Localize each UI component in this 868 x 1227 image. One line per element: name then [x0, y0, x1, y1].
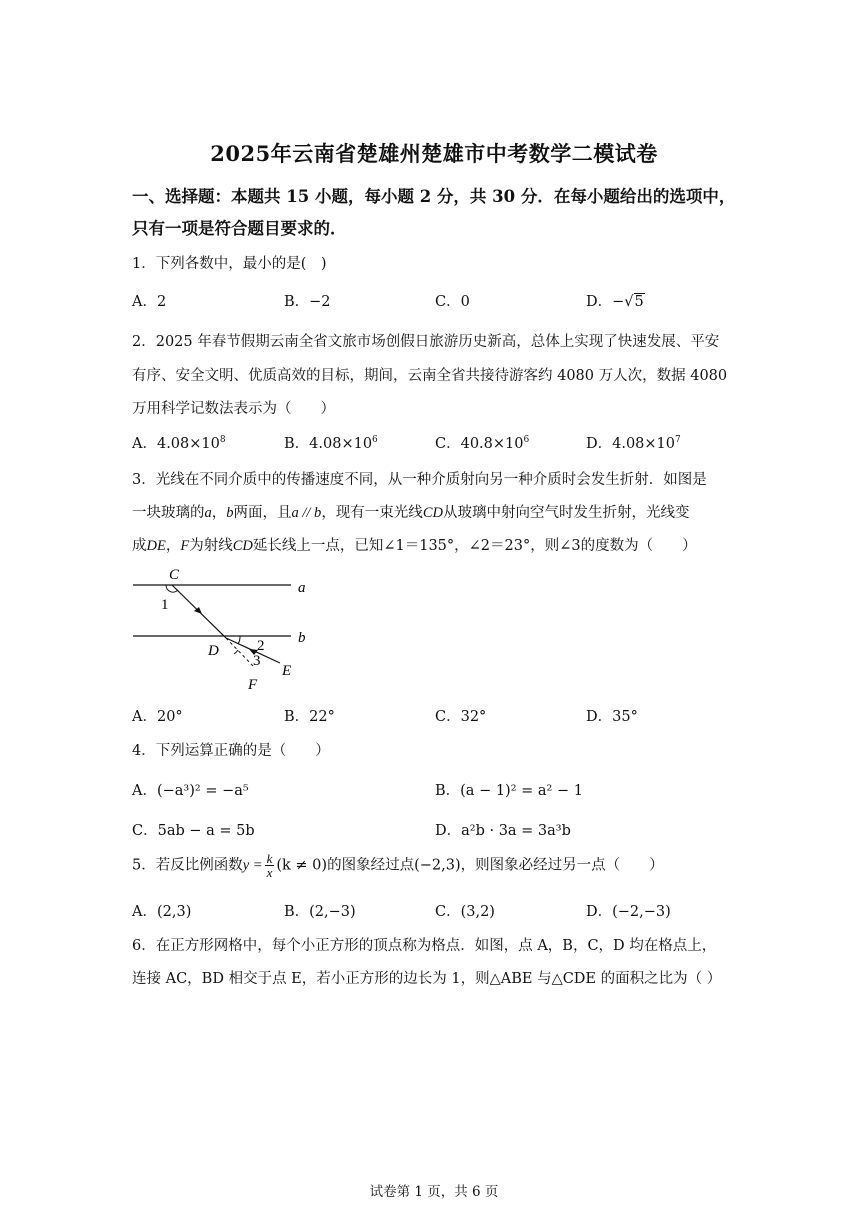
q3-text: 为射线 [189, 538, 233, 554]
q4-option-b: B．(a − 1)² = a² − 1 [435, 783, 583, 799]
q3-text: ，现有一束光线 [321, 505, 423, 521]
label-2: 2 [257, 638, 265, 654]
q3-text: 从玻璃中射向空气时发生折射，光线变 [442, 505, 690, 521]
q2-option-a-exp: 8 [219, 435, 226, 445]
q2-line3: 万用科学记数法表示为（ ） [132, 401, 335, 417]
refraction-figure [128, 562, 328, 697]
extension-df [226, 638, 254, 667]
q3-text: 成 [132, 538, 147, 554]
q4-option-a: A．(−a³)² = −a⁵ [132, 783, 249, 799]
q2-line2: 有序、安全文明、优质高效的目标，期间，云南全省共接待游客约 4080 万人次，数据 4080 [132, 368, 728, 384]
q4-option-c: C．5ab − a = 5b [132, 823, 255, 839]
q3-text: ， [211, 505, 227, 521]
q3-option-b: B．22° [284, 709, 335, 725]
q3-text: ， [165, 538, 181, 554]
q2-option-b [284, 432, 378, 453]
q3-parallel: a // b [291, 505, 322, 521]
q3-var-a: a [204, 505, 212, 521]
angle-3-arc [234, 650, 238, 654]
q2-option-d-exp: 7 [675, 435, 681, 445]
page-title: 2025年云南省楚雄州楚雄市中考数学二模试卷 [210, 141, 658, 166]
q3-var-cd: CD [232, 538, 253, 554]
q5-text: 的图象经过点(−2,3)，则图象必经过另一点（ ） [327, 857, 664, 874]
q3-text: 延长线上一点，已知∠1＝135°，∠2＝23°，则∠3的度数为（ ） [252, 538, 697, 554]
q2-option-c-exp: 6 [523, 435, 530, 445]
q1-option-d: D．−√5 [586, 294, 644, 310]
q2-option-d [586, 432, 681, 453]
label-f: F [248, 677, 258, 693]
q2-line1: 2．2025 年春节假期云南全省文旅市场创假日旅游历史新高，总体上实现了快速发展、平安 [132, 334, 720, 350]
q3-option-a: A．20° [132, 709, 183, 725]
label-3: 3 [253, 653, 261, 669]
q5-stem [132, 852, 664, 879]
q4-stem: 4．下列运算正确的是（ ） [132, 743, 330, 759]
q2-option-d-base: D．4.08×10 [586, 436, 676, 452]
q2-option-a [132, 432, 226, 453]
q5-text: 5．若反比例函数 [132, 857, 243, 874]
q6-line2: 连接 AC，BD 相交于点 E，若小正方形的边长为 1，则△ABE 与△CDE 的面积之比为（ ） [132, 971, 722, 987]
label-a: a [298, 580, 306, 596]
q2-option-a-base: A．4.08×10 [132, 436, 220, 452]
q1-option-a: A．2 [132, 294, 167, 310]
q2-option-c [435, 432, 529, 453]
page-footer: 试卷第 1 页，共 6 页 [369, 1184, 499, 1200]
q5-denominator: x [266, 865, 273, 880]
q5-option-c: C．(3,2) [435, 904, 495, 920]
q5-fraction [265, 852, 275, 879]
q3-option-d: D．35° [586, 709, 638, 725]
q3-option-c: C．32° [435, 709, 487, 725]
q1-option-b: B．−2 [284, 294, 331, 310]
section-heading-line1: 一、选择题：本题共 15 小题，每小题 2 分，共 30 分．在每小题给出的选项中， [132, 187, 736, 206]
q3-var-cd: CD [422, 505, 443, 521]
q5-y: y = [242, 857, 263, 874]
q1-option-c: C．0 [435, 294, 470, 310]
q3-line1: 3．光线在不同介质中的传播速度不同，从一种介质射向另一种介质时会发生折射．如图是 [132, 472, 707, 488]
q3-text: 两面，且 [233, 505, 292, 521]
q5-option-d: D．(−2,−3) [586, 904, 671, 920]
q5-condition: (k ≠ 0) [276, 857, 328, 874]
q2-option-b-base: B．4.08×10 [284, 436, 373, 452]
q1-option-d-prefix: D．− [586, 294, 625, 310]
q3-var-de: DE [146, 538, 166, 554]
q4-option-d: D．a²b · 3a = 3a³b [435, 823, 571, 839]
label-1: 1 [161, 597, 169, 613]
q1-stem: 1．下列各数中，最小的是( ) [132, 256, 327, 272]
q5-numerator: k [266, 851, 273, 866]
q5-option-a: A．(2,3) [132, 904, 192, 920]
q3-line3 [132, 534, 697, 555]
q3-var-b: b [226, 505, 234, 521]
angle-2-arc [238, 636, 240, 644]
section-heading-line2: 只有一项是符合题目要求的． [132, 219, 347, 238]
q3-text: 一块玻璃的 [132, 505, 205, 521]
q1-option-d-radicand: 5 [634, 294, 644, 310]
q3-line2 [132, 501, 689, 522]
q5-option-b: B．(2,−3) [284, 904, 356, 920]
q2-option-c-base: C．40.8×10 [435, 436, 524, 452]
q3-var-f: F [180, 538, 190, 554]
label-e: E [282, 663, 292, 679]
q2-option-b-exp: 6 [372, 435, 378, 445]
label-c: C [169, 567, 180, 583]
label-b: b [298, 630, 306, 646]
label-d: D [208, 643, 219, 659]
q6-line1: 6．在正方形网格中，每个小正方形的顶点称为格点．如图，点 A，B，C，D 均在格点上， [132, 938, 717, 954]
